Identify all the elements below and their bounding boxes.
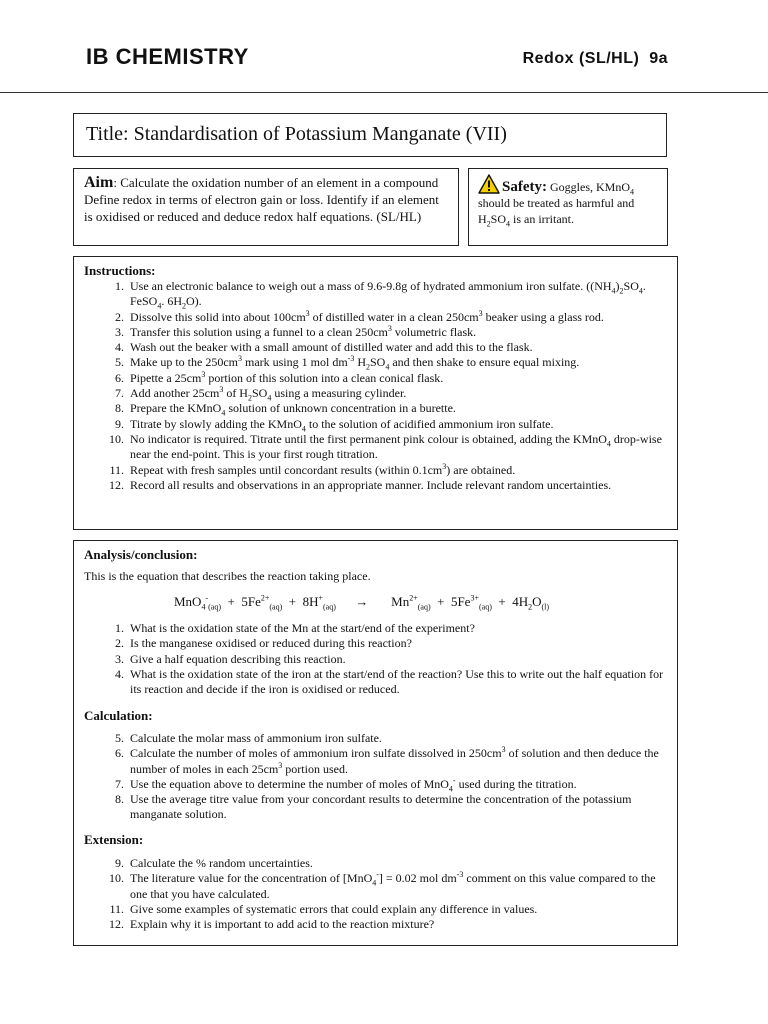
list-item-number: 1.: [115, 621, 124, 635]
list-item-text: The literature value for the concentration of [MnO$_4$-] = 0.02 mol $dm^{-3}$ comment on this value compared to the one that you have calculated.: [130, 870, 656, 901]
list-item-text: Use the equation above to determine the number of moles of MnO$_4$- used during the titration.: [130, 775, 577, 794]
list-item-number: 2.: [115, 636, 124, 651]
list-item-text: Make up to the $250cm^3$ mark using 1 mol $dm^{-3}$ $H_2SO_4$ and then shake to ensure equal mixing.: [130, 354, 580, 372]
safety-text-block: [478, 174, 661, 227]
list-item-text: Pipette a $25cm^3$ portion of this solution into a clean conical flask.: [130, 369, 444, 385]
warning-triangle-icon: [478, 174, 500, 194]
list-item: [84, 310, 669, 325]
instructions-list: [84, 279, 669, 493]
list-item-number: 5.: [115, 731, 124, 745]
analysis-title: Analysis/conclusion:: [84, 547, 198, 562]
analysis-intro: This is the equation that describes the reaction taking place.: [84, 569, 371, 583]
list-item-text: Use the average titre value from your concordant results to determine the concentration of the potassium manganate solution.: [130, 792, 632, 822]
list-item: [84, 871, 669, 902]
list-item-number: 5.: [115, 355, 124, 370]
list-item-number: 8.: [115, 401, 124, 416]
list-item-text: Use an electronic balance to weigh out a mass of 9.6-9.8g of hydrated ammonium iron sulfate. ($(NH_4)_2SO_4$. FeSO$_4$. $6H_2O$).: [130, 279, 646, 311]
list-item-number: 12.: [109, 477, 124, 492]
list-item: [84, 731, 669, 746]
topic-label: Redox (SL/HL) 9a: [522, 50, 668, 67]
list-item: [84, 355, 669, 370]
list-item-text: Calculate the molar mass of ammonium iron sulfate.: [130, 731, 382, 745]
list-item-text: What is the oxidation state of the iron at the start/end of the reaction? Use this to write out the half equation for its reaction and decide if the iron is oxidised or reduced.: [130, 666, 664, 697]
list-item-number: 6.: [115, 370, 124, 385]
list-item-text: Transfer this solution using a funnel to a clean $250cm^3$ volumetric flask.: [130, 323, 477, 339]
list-item-text: Record all results and observations in an appropriate manner. Include relevant random uncertainties.: [130, 477, 612, 492]
list-item-text: Titrate by slowly adding the KMnO$_4$ to the solution of acidified ammonium iron sulfate.: [130, 416, 554, 434]
list-item: [84, 792, 669, 823]
list-item-number: 10.: [109, 871, 124, 886]
extension-title: Extension:: [84, 832, 144, 847]
instructions-title: Instructions:: [84, 263, 156, 278]
list-item-number: 3.: [115, 651, 124, 666]
list-item: [84, 279, 669, 310]
list-item: [84, 463, 669, 478]
analysis-question-list: [84, 621, 669, 697]
list-item-number: 4.: [115, 340, 124, 355]
list-item-text: Prepare the KMnO$_4$ solution of unknown concentration in a burette.: [130, 401, 456, 418]
title-box: [73, 113, 667, 157]
extension-list: [84, 856, 669, 932]
list-item: [84, 777, 669, 792]
list-item: [84, 636, 669, 651]
list-item-text: Calculate the number of moles of ammonium iron sulfate dissolved in $250cm^3$ of solution and then deduce the number of moles in each $25cm^3$ portion used.: [130, 745, 659, 776]
list-item-text: Is the manganese oxidised or reduced during this reaction?: [130, 636, 412, 651]
list-item-text: Explain why it is important to add acid to the reaction mixture?: [130, 917, 435, 932]
list-item-text: Wash out the beaker with a small amount of distilled water and add this to the flask.: [130, 340, 533, 355]
aim-label: Aim: [84, 174, 114, 191]
analysis-box: [73, 540, 678, 946]
list-item-number: 3.: [115, 324, 124, 339]
list-item: [84, 401, 669, 416]
list-item-text: Add another $25cm^3$ of $H_2SO_4$ using a measuring cylinder.: [130, 385, 407, 403]
list-item-number: 7.: [115, 386, 124, 401]
aim-box: [73, 168, 459, 246]
list-item-number: 6.: [115, 746, 124, 761]
list-item-text: What is the oxidation state of the Mn at the start/end of the experiment?: [130, 621, 475, 635]
list-item: [84, 417, 669, 432]
list-item: [84, 746, 669, 777]
list-item-number: 4.: [115, 666, 124, 681]
list-item-text: Dissolve this solid into about $100cm^3$ of distilled water in a clean $250cm^3$ beaker using a glass rod.: [130, 308, 604, 324]
list-item-text: Give some examples of systematic errors that could explain any difference in values.: [130, 901, 538, 916]
list-item-number: 2.: [115, 309, 124, 324]
list-item-text: No indicator is required. Titrate until the first permanent pink colour is obtained, adding the KMnO$_4$ drop-wise near the end-point. This is your first rough titration.: [130, 431, 662, 462]
calculation-title: Calculation:: [84, 708, 153, 723]
instructions-box: [73, 256, 678, 530]
reaction-equation: $MnO_4^-_{(aq)} + 5Fe^{2+}_{(aq)} + 8H^+_{(aq)}$ → $Mn^{2+}_{(aq)} + 5Fe^{3+}_{(aq)} + 4H_2O_{(l)}$: [174, 593, 550, 612]
list-item: [84, 386, 669, 401]
list-item: [84, 371, 669, 386]
calculation-list: [84, 731, 669, 823]
list-item: [84, 856, 669, 871]
list-item: [84, 478, 669, 493]
list-item-number: 7.: [115, 776, 124, 791]
safety-box: [468, 168, 668, 246]
list-item: [84, 667, 669, 698]
aim-text: : Calculate the oxidation number of an element in a compound Define redox in terms of electron gain or loss. Identify if an element is oxidised or reduced and deduce redox half equations. (SL/HL): [84, 175, 439, 224]
list-item-number: 12.: [109, 917, 124, 932]
list-item: [84, 325, 669, 340]
list-item: [84, 652, 669, 667]
course-title: IB CHEMISTRY: [86, 44, 249, 69]
list-item: [84, 432, 669, 463]
list-item: [84, 917, 669, 932]
list-item-text: Calculate the % random uncertainties.: [130, 856, 313, 870]
list-item-number: 10.: [109, 431, 124, 446]
list-item-number: 11.: [109, 901, 124, 916]
list-item: [84, 621, 669, 636]
page-header: [0, 0, 768, 93]
list-item-number: 8.: [115, 792, 124, 807]
list-item-text: Repeat with fresh samples until concordant results (within $0.1cm^3$) are obtained.: [130, 461, 516, 477]
list-item: [84, 902, 669, 917]
list-item-text: Give a half equation describing this reaction.: [130, 651, 346, 666]
list-item-number: 1.: [115, 279, 124, 293]
list-item-number: 9.: [115, 856, 124, 870]
list-item-number: 9.: [115, 416, 124, 431]
aim-text-block: [84, 174, 450, 225]
page-title: Title: Standardisation of Potassium Manganate (VII): [86, 123, 507, 145]
safety-text: Goggles, KMnO$_4$ should be treated as harmful and $H_2SO_4$ is an irritant.: [478, 180, 635, 229]
list-item-number: 11.: [109, 462, 124, 477]
safety-label: Safety:: [502, 179, 547, 195]
list-item: [84, 340, 669, 355]
